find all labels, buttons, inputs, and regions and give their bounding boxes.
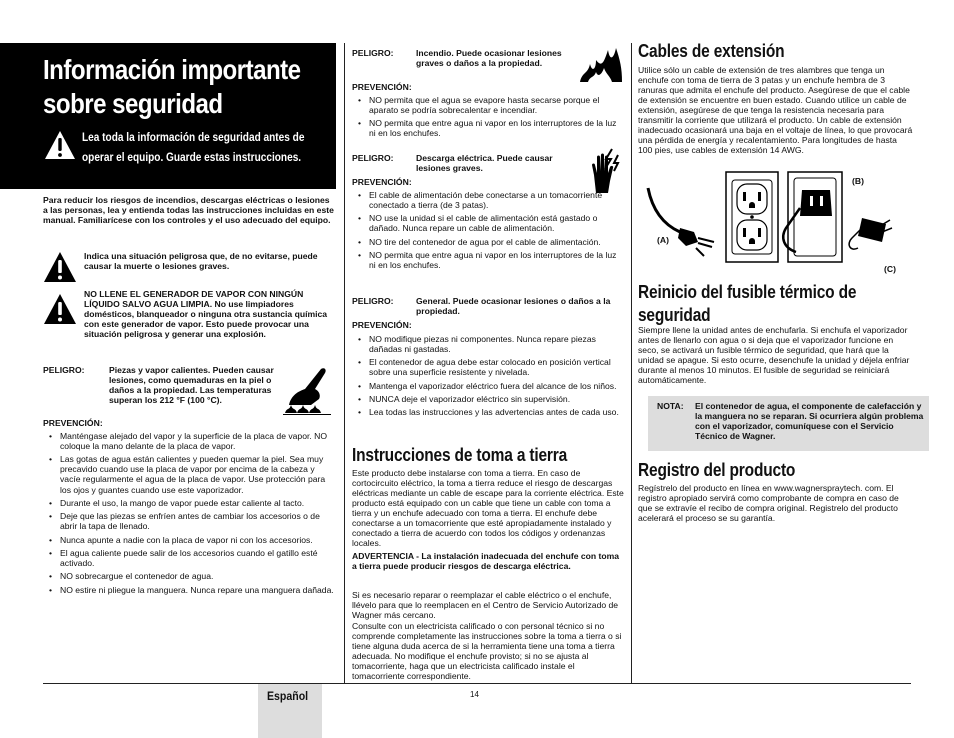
electric-shock-hand-icon	[588, 147, 622, 193]
extension-heading: Cables de extensión	[638, 41, 785, 61]
list-item: • Lea todas las instrucciones y las advertencias antes de cada uso.	[355, 407, 625, 417]
grounding-paragraph: Si es necesario reparar o reemplazar el cable eléctrico o el enchufe, llévelo para que lo reemplacen en el Centro de Servicio Autorizado de Wagner más cercano.	[352, 590, 619, 621]
language-tab: Español	[258, 684, 322, 738]
safety-header-banner	[0, 43, 336, 189]
page-number: 14	[470, 690, 479, 699]
warning-triangle-icon	[43, 251, 77, 283]
registration-paragraph: Regístrelo del producto en línea en www.wagnerspraytech. com. El registro apropiado servirá como comprobante de compra en caso de que se extravíe el recibo de compra original. Registrelo del producto acelerará el proceso se su garantía.	[638, 483, 899, 524]
danger-fire-list	[355, 95, 625, 142]
list-item: • Manténgase alejado del vapor y la superficie de la placa de vapor. NO coloque la mano delante de la placa de vapor.	[46, 431, 336, 451]
list-item: • Las gotas de agua están calientes y pueden quemar la piel. Sea muy precavido cuando use la placa de vapor por encima de la cabeza y vacíe regularmente el agua de la placa de vapor. Use protección para los ojos y guantes cuando use este vaporizador.	[46, 454, 336, 494]
danger-electric-shock: PELIGRO: Descarga eléctrica. Puede causar lesiones graves.	[352, 153, 624, 193]
page-title: Información importante sobre seguridad	[43, 54, 301, 119]
list-item: • NO permita que el agua se evapore hasta secarse porque el aparato se podría sobrecalentar e incendiar.	[355, 95, 625, 115]
list-item: • El agua caliente puede salir de los accesorios cuando el gatillo esté activado.	[46, 548, 336, 568]
warning-triangle-icon	[43, 293, 77, 325]
grounding-heading: Instrucciones de toma a tierra	[352, 445, 568, 465]
figure-label-b: (B)	[852, 176, 864, 186]
footer-rule	[43, 683, 911, 684]
prevention-title: PREVENCIÓN:	[352, 82, 412, 92]
grounding-paragraph: Este producto debe instalarse con toma a tierra. En caso de cortocircuito eléctrico, la toma a tierra reduce el riesgo de descargas eléctricas mediante un cable de escape para la corriente eléctrica. Este producto está equipado con un cable que tiene un cable con toma a tierra y un enchufe adecuado con toma a tierra. El enchufe debe conectarse a un tomacorriente que esté apropiadamente instalado y conectado a tierra de acuerdo con todos los códigos y ordenanzas locales.	[352, 468, 624, 549]
header-subtitle: Lea toda la información de seguridad antes de operar el equipo. Guarde estas instrucciones.	[82, 130, 305, 164]
prevention-title: PREVENCIÓN:	[352, 177, 412, 187]
column-divider	[631, 43, 632, 683]
danger-fire: PELIGRO: Incendio. Puede ocasionar lesiones graves o daños a la propiedad.	[352, 48, 624, 86]
figure-label-a: (A)	[657, 235, 669, 245]
list-item: • NO estire ni pliegue la manguera. Nunca repare una manguera dañada.	[46, 585, 336, 595]
list-item: • Nunca apunte a nadie con la placa de vapor ni con los accesorios.	[46, 535, 336, 545]
fuse-heading: Reinicio del fusible térmico de seguridad	[638, 282, 857, 325]
list-item: • NO permita que entre agua ni vapor en los interruptores de la luz ni en los enchufes.	[355, 250, 625, 270]
fire-flame-icon	[578, 44, 624, 84]
list-item: • Mantenga el vaporizador eléctrico fuera del alcance de los niños.	[355, 381, 625, 391]
warning-triangle-icon	[44, 130, 76, 160]
prevention-title: PREVENCIÓN:	[352, 320, 412, 330]
danger-electric-list	[355, 190, 625, 274]
grounding-warning: ADVERTENCIA - La instalación inadecuada del enchufe con toma a tierra puede producir riesgos de descarga eléctrica.	[352, 551, 620, 572]
list-item: • El contenedor de agua debe estar colocado en posición vertical sobre una superficie resistente y nivelada.	[355, 357, 625, 377]
list-item: • NO sobrecargue el contenedor de agua.	[46, 571, 336, 581]
prevention-title: PREVENCIÓN:	[43, 418, 103, 428]
list-item: • El cable de alimentación debe conectarse a un tomacorriente conectado a tierra (de 3 patas).	[355, 190, 625, 210]
list-item: • NO tire del contenedor de agua por el cable de alimentación.	[355, 237, 625, 247]
list-item: • Durante el uso, la mango de vapor puede estar caliente al tacto.	[46, 498, 336, 508]
list-item: • NO permita que entre agua ni vapor en los interruptores de la luz ni en los enchufes.	[355, 118, 625, 138]
list-item: • Deje que las piezas se enfríen antes de cambiar los accesorios o de abrir la tapa de llenado.	[46, 511, 336, 531]
list-item: • NUNCA deje el vaporizador eléctrico sin supervisión.	[355, 394, 625, 404]
list-item: • NO use la unidad si el cable de alimentación está gastado o dañado. Nunca repare un cable de alimentación.	[355, 213, 625, 233]
fuse-paragraph: Siempre llene la unidad antes de enchufarla. Si enchufa el vaporizador antes de llenarlo con agua o si deja que el vaporizador funcione en seco, se activará un fusible térmico de seguridad, que hará que la unidad se apague. Si esto ocurre, desenchufe la unidad y déjela enfriar durante al menos 10 minutos. El fusible de seguridad se reiniciará automáticamente.	[638, 325, 910, 386]
hot-surface-burn-icon	[281, 365, 333, 415]
note-box: NOTA: El contenedor de agua, el componente de calefacción y la manguera no se reparan. Si ocurriera algún problema con el vaporizador, comuníquese con el Servicio Técnico de Wagner.	[648, 396, 929, 451]
extension-paragraph: Utilice sólo un cable de extensión de tres alambres que tenga un enchufe con toma de tierra de 3 patas y un enchufe hembra de 3 ranuras que admita el enchufe del producto. Asegúrese de que el cable de extensión se encuentre en buen estado. Cuando utilice un cable de extensión, asegúrese de que tenga la resistencia necesaria para transmitir la corriente que utilizará el producto. Un cable de extensión inadecuado ocasionará una baja en el voltaje de línea, lo que provocará una pérdida de energía y recalentamiento. Para longitudes de hasta 100 pies, use cables de extensión 14 AWG.	[638, 65, 913, 156]
danger-hot-parts-list	[46, 431, 336, 598]
grounding-paragraph: Consulte con un electricista calificado o con personal técnico si no comprende completamente las instrucciones sobre la toma a tierra o si tiene alguna duda acerca de si la herramienta tiene una toma a tierra adecuada. No modifique el enchufe provisto; si no se ajusta al tomacorriente, haga que un electricista calificado instale el tomacorriente correspondiente.	[352, 621, 622, 682]
registration-heading: Registro del producto	[638, 460, 796, 480]
column-divider	[344, 43, 345, 683]
intro-paragraph: Para reducir los riesgos de incendios, descargas eléctricas o lesiones a las personas, lea y entienda todas las instrucciones incluidas en este manual. Familiarícese con los controles y el uso adecuado del equipo.	[43, 195, 334, 226]
list-item: • NO modifique piezas ni componentes. Nunca repare piezas dañadas ni gastadas.	[355, 334, 625, 354]
figure-label-c: (C)	[884, 264, 896, 274]
danger-general-list	[355, 334, 625, 421]
